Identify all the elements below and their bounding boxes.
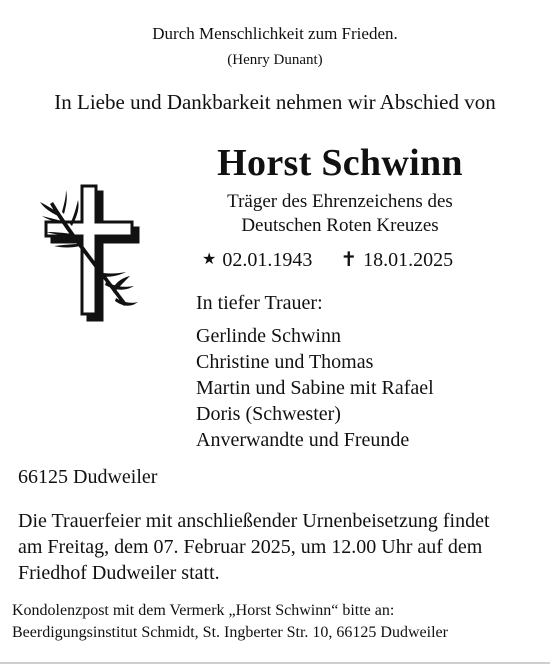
condolence-line-2: Beerdigungsinstitut Schmidt, St. Ingberter Str. 10, 66125 Dudweiler [12,624,448,641]
location: 66125 Dudweiler [18,466,158,488]
cross-with-palm-branch-icon [36,182,156,322]
funeral-line: Die Trauerfeier mit anschließender Urnenbeisetzung findet [18,510,490,532]
condolence-line-1: Kondolenzpost mit dem Vermerk „Horst Schwinn“ bitte an: [12,602,395,619]
life-dates [202,247,453,272]
funeral-line: Friedhof Dudweiler statt. [18,562,220,584]
funeral-line: am Freitag, dem 07. Februar 2025, um 12.00 Uhr auf dem [18,536,483,558]
mourner-name: Martin und Sabine mit Rafael [196,377,434,399]
quote-author: (Henry Dunant) [227,52,323,68]
mourners-heading: In tiefer Trauer: [196,292,323,314]
death-date: 18.01.2025 [363,249,454,271]
birth-date: 02.01.1943 [222,249,313,271]
honor-line-1: Träger des Ehrenzeichens des [227,191,453,212]
mourner-name: Christine und Thomas [196,351,374,373]
mourner-name: Anverwandte und Freunde [196,429,410,451]
mourner-name: Doris (Schwester) [196,403,341,425]
honor-line-2: Deutschen Roten Kreuzes [241,215,439,236]
quote-text: Durch Menschlichkeit zum Frieden. [152,24,398,43]
cross-icon: ✝ [340,247,358,271]
mourner-name: Gerlinde Schwinn [196,325,341,347]
star-icon: ★ [202,251,217,268]
intro-text: In Liebe und Dankbarkeit nehmen wir Abschied von [54,90,496,114]
deceased-name: Horst Schwinn [217,142,463,184]
